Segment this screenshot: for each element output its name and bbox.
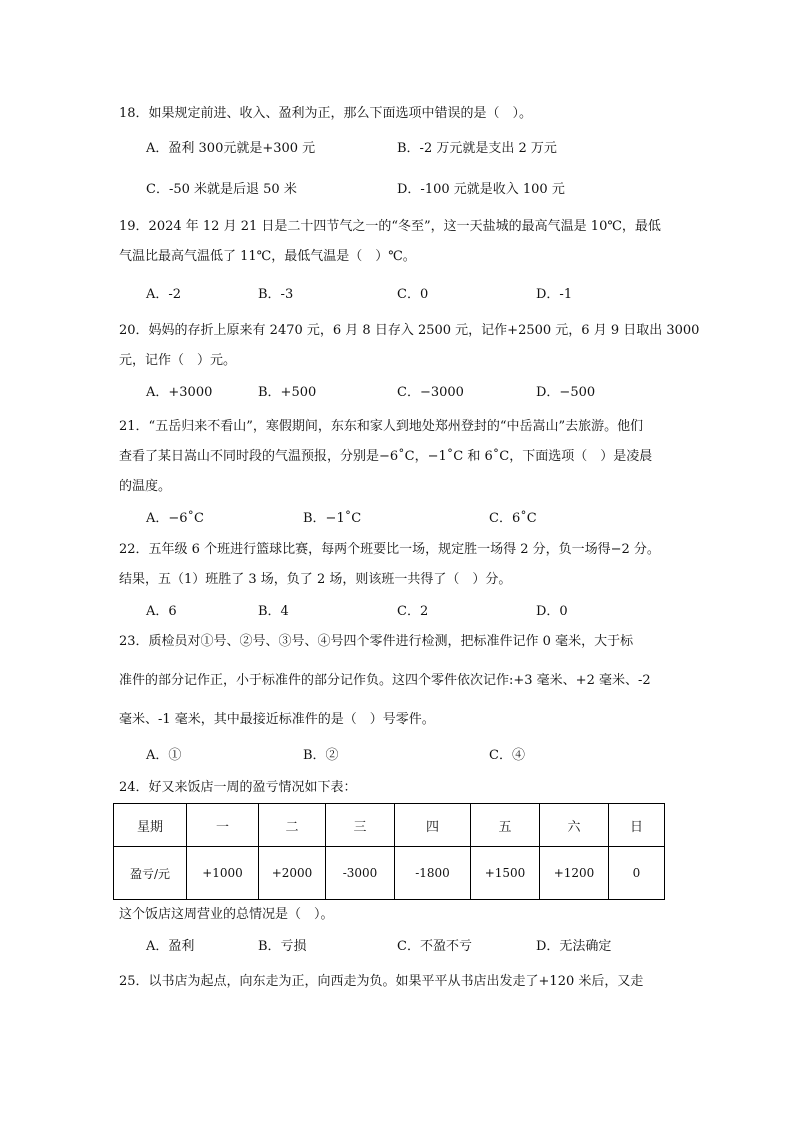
profit-table (113, 803, 665, 900)
q20-option-b: B．+500 (258, 385, 317, 400)
q22-stem-line2: 结果，五（1）班胜了 3 场，负了 2 场，则该班一共得了（ ）分。 (119, 572, 512, 587)
table-cell: -3000 (326, 847, 395, 900)
q20-option-c: C．−3000 (397, 385, 464, 400)
q18-option-b: B．-2 万元就是支出 2 万元 (397, 141, 557, 156)
q19-option-b: B．-3 (258, 287, 294, 302)
q19-option-c: C．0 (397, 287, 429, 302)
table-cell: +2000 (259, 847, 326, 900)
q23-option-b: B．② (303, 748, 339, 763)
q22-option-b: B．4 (258, 604, 289, 619)
table-cell: 盈亏/元 (114, 847, 187, 900)
q20-stem-line2: 元，记作（ ）元。 (119, 353, 237, 368)
table-cell: 二 (259, 804, 326, 847)
q19-option-d: D．-1 (536, 287, 573, 302)
q21-stem-line3: 的温度。 (119, 479, 172, 494)
q24-option-a: A．盈利 (146, 939, 195, 954)
table-cell: 一 (187, 804, 259, 847)
q22-option-c: C．2 (397, 604, 429, 619)
q19-stem-line2: 气温比最高气温低了 11℃，最低气温是（ ）℃。 (119, 249, 416, 264)
table-cell: 六 (540, 804, 609, 847)
q18-stem: 18．如果规定前进、收入、盈利为正，那么下面选项中错误的是（ ）。 (119, 106, 533, 121)
q23-stem-line2: 准件的部分记作正，小于标准件的部分记作负。这四个零件依次记作:+3 毫米、+2 毫米、-2 (119, 673, 651, 688)
q22-stem-line1: 22．五年级 6 个班进行篮球比赛，每两个班要比一场，规定胜一场得 2 分，负一场得−2 分。 (119, 542, 660, 557)
q21-stem-line1: 21．“五岳归来不看山”，寒假期间，东东和家人到地处郑州登封的“中岳嵩山”去旅游。他们 (119, 419, 644, 434)
q23-option-c: C．④ (489, 748, 525, 763)
q18-option-c: C．-50 米就是后退 50 米 (146, 182, 297, 197)
table-header-row (114, 804, 665, 847)
q22-option-a: A．6 (146, 604, 177, 619)
q24-stem: 24．好又来饭店一周的盈亏情况如下表： (119, 780, 357, 795)
q21-option-b: B．−1˚C (303, 511, 362, 526)
q18-option-d: D．-100 元就是收入 100 元 (397, 182, 565, 197)
q23-stem-line1: 23．质检员对①号、②号、③号、④号四个零件进行检测，把标准件记作 0 毫米，大于标 (119, 634, 634, 649)
table-cell: 三 (326, 804, 395, 847)
q22-option-d: D．0 (536, 604, 568, 619)
q19-option-a: A．-2 (146, 287, 182, 302)
q24-question: 这个饭店这周营业的总情况是（ ）。 (119, 907, 334, 922)
q21-stem-line2: 查看了某日嵩山不同时段的气温预报，分别是−6˚C，−1˚C 和 6˚C，下面选项（ ）是凌晨 (119, 449, 653, 464)
q20-option-a: A．+3000 (146, 385, 213, 400)
q20-option-d: D．−500 (536, 385, 596, 400)
q24-option-b: B．亏损 (258, 939, 307, 954)
table-cell: +1000 (187, 847, 259, 900)
table-cell: 0 (609, 847, 665, 900)
q24-option-c: C．不盈不亏 (397, 939, 472, 954)
table-row (114, 847, 665, 900)
q19-stem-line1: 19．2024 年 12 月 21 日是二十四节气之一的“冬至”，这一天盐城的最高气温是 10℃，最低 (119, 219, 661, 234)
table-cell: 五 (471, 804, 540, 847)
table-cell: +1200 (540, 847, 609, 900)
table-cell: -1800 (395, 847, 471, 900)
q21-option-a: A．−6˚C (146, 511, 204, 526)
q20-stem-line1: 20．妈妈的存折上原来有 2470 元，6 月 8 日存入 2500 元，记作+2500 元，6 月 9 日取出 3000 (119, 323, 700, 338)
q18-option-a: A．盈利 300元就是+300 元 (146, 141, 316, 156)
table-cell: 星期 (114, 804, 187, 847)
table-cell: +1500 (471, 847, 540, 900)
table-cell: 日 (609, 804, 665, 847)
q25-stem-line1: 25．以书店为起点，向东走为正，向西走为负。如果平平从书店出发走了+120 米后，又走 (119, 974, 644, 989)
q24-option-d: D．无法确定 (536, 939, 612, 954)
q23-option-a: A．① (146, 748, 182, 763)
table-cell: 四 (395, 804, 471, 847)
q23-stem-line3: 毫米、-1 毫米，其中最接近标准件的是（ ）号零件。 (119, 712, 435, 727)
q21-option-c: C．6˚C (489, 511, 537, 526)
